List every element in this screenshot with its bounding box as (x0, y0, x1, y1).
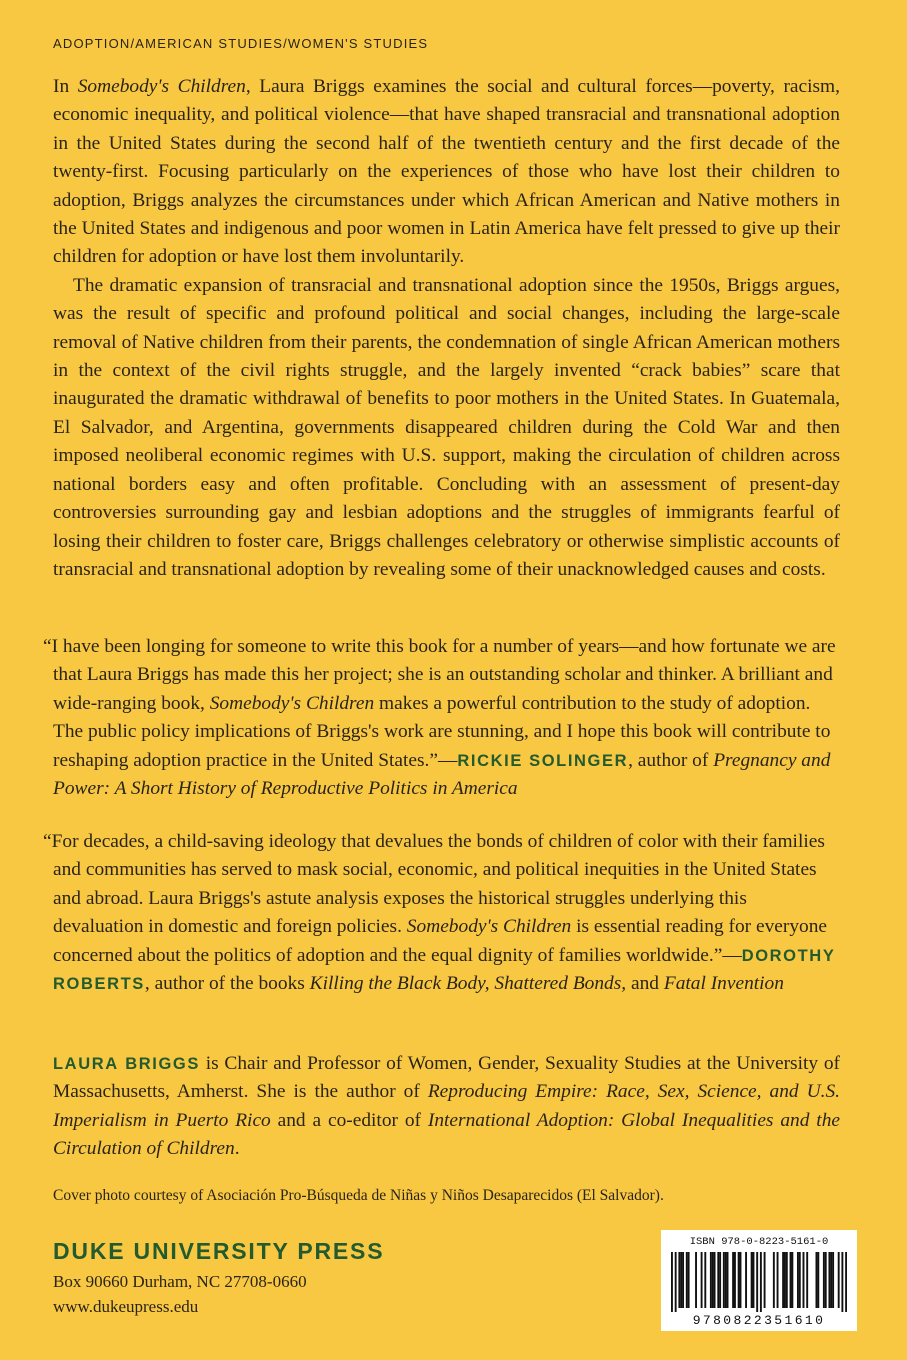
isbn-barcode (661, 1230, 857, 1331)
barcode-bar (845, 1252, 847, 1312)
barcode-bar (806, 1252, 808, 1308)
description-paragraph-1 (53, 73, 840, 272)
book-title: Somebody's Children (406, 916, 572, 938)
barcode-bar (799, 1252, 801, 1308)
publisher-name: DUKE UNIVERSITY PRESS (53, 1238, 385, 1264)
barcode-bar (816, 1252, 818, 1308)
attribution-book-title: Fatal Invention (663, 973, 784, 995)
barcode-bar (717, 1252, 719, 1308)
barcode-bar (704, 1252, 706, 1308)
barcode-number: 9780822351610 (692, 1313, 826, 1328)
barcode-bar (710, 1252, 712, 1308)
attribution-book-title: Killing the Black Body, Shattered Bonds, (309, 973, 627, 995)
barcode-bar (828, 1252, 830, 1308)
quote-text: “I have been longing for someone to write this book for a number of years—and how fortunate we are that Laura Briggs has made this her project; she is an outstanding scholar and thinker. A brilliant and wide-ranging book, (43, 636, 836, 714)
bio-text: and a co-editor of (270, 1109, 428, 1131)
barcode-bar (841, 1252, 843, 1312)
barcode-bar (723, 1252, 725, 1308)
bio-book-title: International Adoption: Global Inequalities and the Circulation of Children (53, 1109, 840, 1160)
book-title: Somebody's Children (77, 76, 246, 97)
barcode-bar (753, 1252, 755, 1308)
publisher-website[interactable]: www.dukeupress.edu (53, 1297, 199, 1316)
photo-credit: Cover photo courtesy of Asociación Pro-Búsqueda de Niñas y Niños Desaparecidos (El Salvador). (53, 1187, 664, 1204)
barcode-bar (688, 1252, 690, 1308)
quote-body (43, 828, 840, 998)
barcode-bar (727, 1252, 729, 1308)
description-paragraph-2: The dramatic expansion of transracial and transnational adoption since the 1950s, Briggs argues, was the result of specific and profound political and social changes, including the large-scale removal of Native children from their parents, the condemnation of single African American mothers in the context of the civil rights struggle, and the largely invented “crack babies” scare that inaugurated the dramatic withdrawal of benefits to poor mothers in the United States. In Guatemala, El Salvador, and Argentina, governments disappeared children during the Cold War and then imposed neoliberal economic regimes with U.S. support, making the circulation of children across national borders easy and often profitable. Concluding with an assessment of present-day controversies surrounding gay and lesbian adoptions and the struggles of immigrants fearful of losing their children to foster care, Briggs challenges celebratory or otherwise simplistic accounts of transracial and transnational adoption by revealing some of their unacknowledged causes and costs. (53, 274, 840, 580)
author-name: LAURA BRIGGS (53, 1055, 200, 1073)
barcode-bar (797, 1252, 799, 1308)
bio-text: . (234, 1138, 240, 1160)
quote-text: “For decades, a child-saving ideology that devalues the bonds of children of color with their families and communities has served to mask social, economic, and political inequities in the United States and abroad. Laura Briggs's astute analysis exposes the historical struggles underlying this devaluation in domestic and foreign policies. (43, 831, 825, 938)
barcode-bar (732, 1252, 734, 1308)
barcode-bar (782, 1252, 784, 1308)
barcode-bar (838, 1252, 840, 1308)
endorser-name: DOROTHY ROBERTS (53, 946, 836, 994)
barcode-bar (764, 1252, 766, 1308)
barcode-bar (740, 1252, 742, 1308)
barcode-bar (760, 1252, 762, 1312)
barcode-bar (784, 1252, 786, 1308)
endorsement-quote-1 (43, 633, 840, 803)
barcode-bar (825, 1252, 827, 1308)
barcode-bar (751, 1252, 753, 1308)
barcode-bar (695, 1252, 697, 1308)
quote-text: is essential reading for everyone concerned about the politics of adoption and the equal dignity of families worldwide.”— (53, 916, 828, 966)
barcode-bar (817, 1252, 819, 1308)
book-description (53, 73, 840, 584)
barcode-bar (745, 1252, 747, 1308)
barcode-icon (671, 1252, 847, 1312)
category-label: ADOPTION/AMERICAN STUDIES/WOMEN'S STUDIES (53, 36, 429, 51)
quote-body (43, 633, 840, 803)
barcode-bar (777, 1252, 779, 1308)
bio-text: is Chair and Professor of Women, Gender, Sexuality Studies at the University of Massachusetts, Amherst. She is the author of (53, 1053, 840, 1103)
attribution-text: and (626, 973, 664, 995)
barcode-bar (678, 1252, 680, 1308)
author-bio (53, 1050, 840, 1164)
publisher-address: Box 90660 Durham, NC 27708-0660 (53, 1272, 307, 1291)
barcode-bar (686, 1252, 688, 1308)
barcode-bar (714, 1252, 716, 1308)
barcode-bar (738, 1252, 740, 1308)
desc-text: , Laura Briggs examines the social and cultural forces—poverty, racism, economic inequality, and political violence—that have shaped transracial and transnational adoption in the United States during the second half of the twentieth century and the first decade of the twenty-first. Focusing particularly on the experiences of those who have lost their children to adoption, Briggs analyzes the circumstances under which African American and Native mothers in the United States and indigenous and poor women in Latin America have felt pressed to give up their children for adoption or have lost them involuntarily. (53, 76, 840, 268)
barcode-bar (675, 1252, 677, 1312)
barcode-bar (790, 1252, 792, 1308)
barcode-bar (682, 1252, 684, 1308)
barcode-bar (791, 1252, 793, 1308)
desc-text: In (53, 76, 78, 97)
barcode-bar (719, 1252, 721, 1308)
endorser-name: RICKIE SOLINGER (457, 751, 629, 770)
endorsement-quote-2 (43, 828, 840, 998)
barcode-bar (823, 1252, 825, 1308)
barcode-bar (725, 1252, 727, 1308)
barcode-bar (756, 1252, 758, 1312)
barcode-bar (712, 1252, 714, 1308)
barcode-bar (701, 1252, 703, 1308)
quote-text: makes a powerful contribution to the study of adoption. The public policy implications of Briggs's work are stunning, and I hope this book will contribute to reshaping adoption practice in the United States.”— (53, 692, 831, 771)
attribution-text: , author of (628, 749, 714, 771)
barcode-bar (680, 1252, 682, 1308)
bio-book-title: Reproducing Empire: Race, Sex, Science, and U.S. Imperialism in Puerto Rico (53, 1081, 840, 1131)
barcode-bar (671, 1252, 673, 1312)
barcode-bar (803, 1252, 805, 1308)
barcode-bar (830, 1252, 832, 1308)
barcode-bar (832, 1252, 834, 1308)
barcode-bar (773, 1252, 775, 1308)
attribution-text: , author of the books (144, 973, 310, 995)
book-title: Somebody's Children (209, 692, 375, 714)
attribution-book-title: Pregnancy and Power: A Short History of Reproductive Politics in America (53, 749, 831, 800)
barcode-bar (734, 1252, 736, 1308)
barcode-bar (786, 1252, 788, 1308)
isbn-label: ISBN 978-0-8223-5161-0 (689, 1236, 829, 1248)
